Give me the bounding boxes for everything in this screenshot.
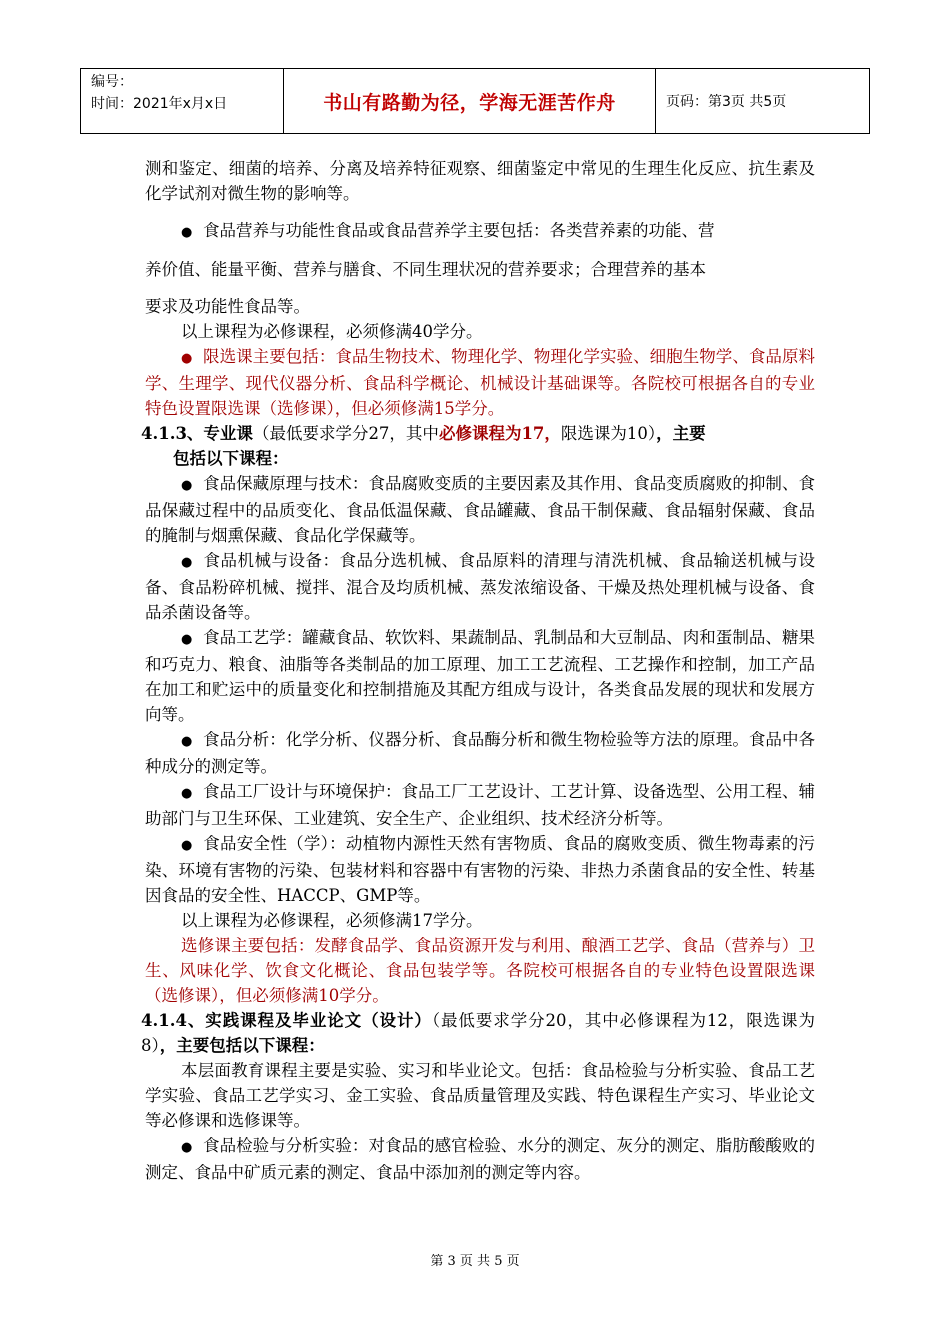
paragraph: 测和鉴定、细菌的培养、分离及培养特征观察、细菌鉴定中常见的生理生化反应、抗生素及化学试剂对微生物的影响等。 [145, 159, 815, 203]
bullet-paragraph [145, 471, 815, 548]
bullet-paragraph [145, 625, 815, 727]
paragraph-text: 食品工厂设计与环境保护：食品工厂工艺设计、工艺计算、设备选型、公用工程、辅助部门与卫生环保、工业建筑、安全生产、企业组织、技术经济分析等。 [145, 782, 815, 828]
bullet-paragraph [145, 218, 815, 245]
paragraph-text: 食品分析：化学分析、仪器分析、食品酶分析和微生物检验等方法的原理。食品中各种成分的测定等。 [145, 730, 815, 776]
heading-required: 必修课程为17， [438, 424, 561, 443]
bullet-icon: ● [181, 1140, 193, 1155]
bullet-icon: ● [181, 351, 193, 366]
paragraph: 以上课程为必修课程，必须修满17学分。 [181, 911, 483, 930]
heading-number: 4.1.3、专业课 [141, 424, 253, 443]
bullet-icon: ● [181, 555, 193, 570]
paragraph-text: 食品机械与设备：食品分选机械、食品原料的清理与清洗机械、食品输送机械与设备、食品粉碎机械、搅拌、混合及均质机械、蒸发浓缩设备、干燥及热处理机械与设备、食品杀菌设备等。 [145, 551, 815, 622]
heading-continuation: 包括以下课程： [173, 449, 289, 468]
header-left-cell [81, 69, 284, 133]
bullet-paragraph-red [145, 344, 815, 421]
bullet-paragraph [145, 1133, 815, 1185]
bullet-icon: ● [181, 632, 193, 647]
heading-text: （最低要求学分27，其中 [252, 424, 439, 443]
bullet-paragraph [145, 831, 815, 908]
paragraph: 本层面教育课程主要是实验、实习和毕业论文。包括：食品检验与分析实验、食品工艺学实验、食品工艺学实习、金工实验、食品质量管理及实践、特色课程生产实习、毕业论文等必修课和选修课等。 [145, 1061, 815, 1130]
number-label: 编号： [91, 74, 133, 90]
bullet-icon: ● [181, 225, 193, 240]
motto: 书山有路勤为径，学海无涯苦作舟 [284, 69, 656, 133]
heading-text: ，主要 [656, 424, 706, 443]
time-label: 时间：2021年x月x日 [91, 96, 228, 112]
bullet-icon: ● [181, 734, 193, 749]
document-body [141, 156, 815, 1185]
bullet-paragraph [145, 779, 815, 831]
paragraph-text: 食品营养与功能性食品或食品营养学主要包括：各类营养素的功能、营 [203, 221, 715, 240]
paragraph-red: 选修课主要包括：发酵食品学、食品资源开发与利用、酿酒工艺学、食品（营养与）卫生、风味化学、饮食文化概论、食品包装学等。各院校可根据各自的专业特色设置限选课（选修课），但必须修满10学分。 [145, 936, 815, 1005]
heading-number: 4.1.4、实践课程及毕业论文（设计） [141, 1011, 432, 1030]
bullet-icon: ● [181, 478, 193, 493]
paragraph-text: 食品工艺学：罐藏食品、软饮料、果蔬制品、乳制品和大豆制品、肉和蛋制品、糖果和巧克力、粮食、油脂等各类制品的加工原理、加工工艺流程、工艺操作和控制，加工产品在加工和贮运中的质量变化和控制措施及其配方组成与设计，各类食品发展的现状和发展方向等。 [145, 628, 815, 724]
bullet-icon: ● [181, 838, 193, 853]
paragraph: 要求及功能性食品等。 [145, 297, 310, 316]
header-table [80, 68, 870, 134]
paragraph: 以上课程为必修课程，必须修满40学分。 [181, 322, 483, 341]
page-label: 页码：第3页 共5页 [666, 94, 787, 110]
bullet-paragraph [145, 727, 815, 779]
page-footer: 第 3 页 共 5 页 [430, 1254, 520, 1269]
heading-text: （最低要求学分20，其中必修课程为12，限选课为8） [141, 1011, 815, 1055]
paragraph: 养价值、能量平衡、营养与膳食、不同生理状况的营养要求；合理营养的基本 [145, 260, 706, 279]
heading-text: 限选课为10） [560, 424, 657, 443]
paragraph-text: 食品安全性（学）：动植物内源性天然有害物质、食品的腐败变质、微生物毒素的污染、环境有害物的污染、包装材料和容器中有害物的污染、非热力杀菌食品的安全性、转基因食品的安全性、HACCP、GMP等。 [145, 834, 815, 905]
section-heading-4-1-3 [141, 421, 815, 446]
paragraph-text: 食品检验与分析实验：对食品的感官检验、水分的测定、灰分的测定、脂肪酸酸败的测定、食品中矿质元素的测定、食品中添加剂的测定等内容。 [145, 1136, 815, 1182]
section-heading-4-1-4 [141, 1008, 815, 1058]
heading-text: ，主要包括以下课程： [159, 1036, 325, 1055]
paragraph-text: 限选课主要包括：食品生物技术、物理化学、物理化学实验、细胞生物学、食品原料学、生理学、现代仪器分析、食品科学概论、机械设计基础课等。各院校可根据各自的专业特色设置限选课（选修课），但必须修满15学分。 [145, 347, 815, 418]
bullet-icon: ● [181, 786, 193, 801]
paragraph-text: 食品保藏原理与技术：食品腐败变质的主要因素及其作用、食品变质腐败的抑制、食品保藏过程中的品质变化、食品低温保藏、食品罐藏、食品干制保藏、食品辐射保藏、食品的腌制与烟熏保藏、食品化学保藏等。 [145, 474, 815, 545]
bullet-paragraph [145, 548, 815, 625]
